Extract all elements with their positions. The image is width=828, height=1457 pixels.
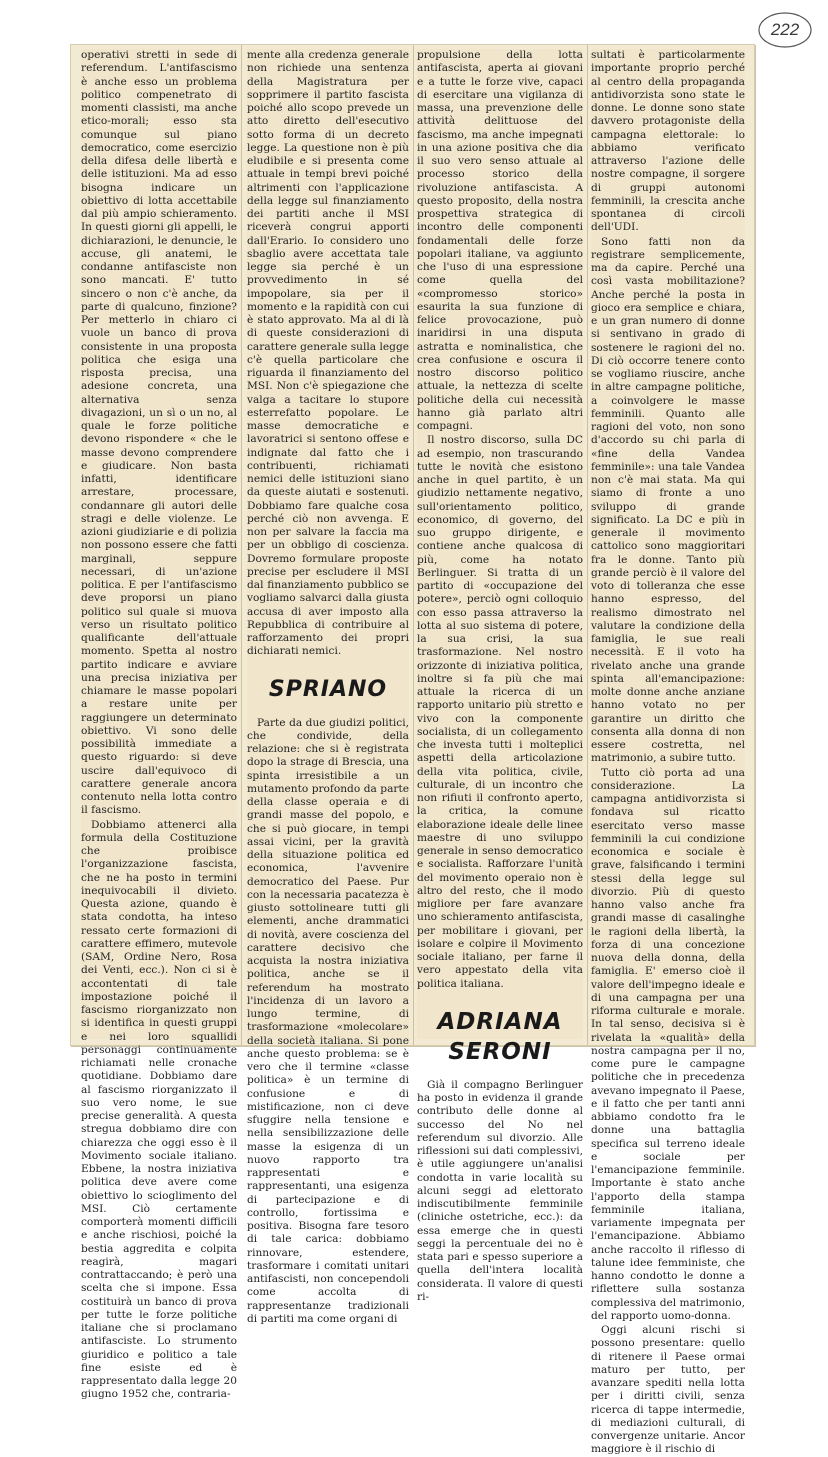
paragraph: Parte da due giudizi politici, che condivide, della relazione: che si è registrata dopo la strage di Brescia, una spinta irresistibile a un mutamento profondo da parte della classe operaia e di grandi masse del popolo, e che si può giocare, in tempi assai vicini, per la gravità della situazione politica ed economica, l'avvenire democratico del Paese. Pur con la necessaria pacatezza è giusto sottolineare tutti gli elementi, anche drammatici di novità, avere coscienza del carattere decisivo che acquista la nostra iniziativa politica, anche se il referendum ha mostrato l'incidenza di un lavoro a lungo termine, di trasformazione «molecolare» della società italiana. Si pone anche questo problema: se è vero che il termine «classe politica» è un termine di confusione e di mistificazione, non ci deve sfuggire nella tensione e nella sensibilizzazione delle masse la esigenza di un nuovo rapporto tra rappresentati e rappresentanti, una esigenza di partecipazione e di controllo, fortissima e positiva. Bisogna fare tesoro di tale carica: dobbiamo rinnovare, estendere, trasformare i comitati unitari antifascisti, non concependoli come accolta di rappresentanze tradizionali di partiti ma come organi di	[247, 716, 409, 1325]
paragraph: Dobbiamo attenerci alla formula della Costituzione che proibisce l'organizzazione fascista, che ne ha posto in termini inequivocabili il divieto. Questa azione, quando è stata condotta, ha inteso ressato certe formazioni di carattere effimero, mutevole (SAM, Ordine Nero, Rosa dei Venti, ecc.). Non ci si è accontentati di tale impostazione poiché il fascismo riorganizzato non si identifica in questi gruppi e nei loro squallidi personaggi continuamente richiamati nelle cronache quotidiane. Dobbiamo dare al fascismo riorganizzato il suo vero nome, le sue precise generalità. A questa stregua dobbiamo dire con chiarezza che oggi esso è il Movimento sociale italiano. Ebbene, la nostra iniziativa politica deve avere come obiettivo lo scioglimento del MSI. Ciò certamente comporterà momenti difficili e anche rischiosi, poiché la bestia aggredita e colpita reagirà, magari contrattaccando; è però una scelta che si impone. Essa costituirà un banco di prova per tutte le forze politiche italiane che si proclamano antifasciste. Lo strumento giuridico e politico a tale fine esiste ed è rappresentato dalla legge 20 giugno 1952 che, contraria-	[81, 818, 237, 1401]
column-seam	[241, 45, 242, 1045]
paragraph: Il nostro discorso, sulla DC ad esempio, non trascurando tutte le novità che esistono anche in quel partito, è un giudizio nettamente negativo, sull'orientamento politico, economico, di governo, del suo gruppo dirigente, e contiene anche qualcosa di più, come ha notato Berlinguer. Si tratta di un partito di «occupazione del potere», perciò ogni colloquio con esso passa attraverso la lotta al suo sistema di potere, la sua crisi, la sua trasformazione. Nel nostro orizzonte di iniziativa politica, inoltre si fa più che mai attuale la ricerca di un rapporto unitario più stretto e vivo con la componente socialista, di un collegamento che investa tutti i molteplici aspetti della articolazione della vita politica, civile, culturale, di un incontro che non rifiuti il confronto aperto, la critica, la comune elaborazione ideale delle linee maestre di uno sviluppo generale in senso democratico e socialista. Rafforzare l'unità del movimento operaio non è altro del resto, che il modo migliore per fare avanzare uno schieramento antifascista, per mobilitare i giovani, per isolare e colpire il Movimento sociale italiano, per farne il vero appestato della vita politica italiana.	[417, 434, 583, 990]
page-number: 222	[770, 20, 800, 39]
article-column-4	[591, 49, 745, 1456]
paragraph: propulsione della lotta antifascista, aperta ai giovani e a tutte le forze vive, capaci di esercitare una vigilanza di massa, una prevenzione delle attività delittuose del fascismo, ma anche impegnati in una azione positiva che dia il suo vero senso attuale al processo storico della rivoluzione antifascista. A questo proposito, della nostra prospettiva strategica di incontro delle componenti fondamentali delle forze popolari italiane, va aggiunto che l'uso di una espressione come quella del «compromesso storico» esaurita la sua funzione di felice provocazione, può inaridirsi in una disputa astratta e nominalistica, che crea confusione e oscura il nostro discorso politico attuale, la nettezza di scelte politiche della cui necessità hanno già parlato altri compagni.	[417, 49, 583, 432]
paragraph: Già il compagno Berlinguer ha posto in evidenza il grande contributo delle donne al successo del No nel referendum sul divorzio. Alle riflessioni sui dati complessivi, è utile aggiungere un'analisi condotta in varie località su alcuni seggi ad elettorato indiscutibilmente femminile (cliniche ostetriche, ecc.): da essa emerge che in questi seggi la percentuale dei no è stata pari e spesso superiore a quella dell'intera località considerata. Il valore di questi ri-	[417, 1078, 583, 1303]
article-column-2	[247, 49, 409, 1325]
column-seam	[587, 45, 588, 1045]
paragraph: mente alla credenza generale non richiede una sentenza della Magistratura per sopprimere il partito fascista poiché allo scopo prevede un atto diretto dell'esecutivo sotto forma di un decreto legge. La questione non è più eludibile e si presenta come attuale in tempi brevi poiché altrimenti con l'applicazione della legge sul finanziamento dei partiti anche il MSI riceverà congrui apporti dall'Erario. Io considero uno sbaglio avere accettata tale legge sia perché è un provvedimento in sé impopolare, sia per il momento e la rapidità con cui è stato approvato. Ma al di là di queste considerazioni di carattere generale sulla legge c'è quella particolare che riguarda il finanziamento del MSI. Non c'è spiegazione che valga a tacitare lo stupore esterrefatto popolare. Le masse democratiche e lavoratrici si sentono offese e indignate dal fatto che i contribuenti, richiamati nemici delle istituzioni siano da queste aiutati e sostenuti. Dobbiamo fare qualche cosa perché ciò non avvenga. E non per salvare la faccia ma per un obbligo di coscienza. Dovremo formulare proposte precise per escludere il MSI dal finanziamento pubblico se vogliamo salvarci dalla giusta accusa di aver imposto alla Repubblica di contribuire al rafforzamento dei propri dichiarati nemici.	[247, 49, 409, 658]
paragraph: Sono fatti non da registrare semplicemente, ma da capire. Perché una così vasta mobilitazione? Anche perché la posta in gioco era semplice e chiara, e un gran numero di donne si sentivano in grado di sostenere le ragioni del no. Di ciò occorre tenere conto se vogliamo riuscire, anche in altre campagne politiche, a coinvolgere le masse femminili. Quanto alle ragioni del voto, non sono d'accordo su chi parla di «fine della Vandea femminile»: una tale Vandea non c'è mai stata. Ma qui siamo di fronte a uno sviluppo di grande significato. La DC e più in generale il movimento cattolico sono maggioritari fra le donne. Tanto più grande perciò è il valore del voto di tolleranza che esse hanno espresso, del realismo dimostrato nel valutare la condizione della famiglia, le sue reali necessità. E il voto ha rivelato anche una grande spinta all'emancipazione: molte donne anche anziane hanno votato no per garantire un diritto che consenta alla donna di non essere costretta, nel matrimonio, a subire tutto.	[591, 235, 745, 765]
speaker-heading: SPRIANO	[268, 676, 388, 702]
paragraph: operativi stretti in sede di referendum. L'antifascismo è anche esso un problema politico compenetrato di momenti classisti, ma anche etico-morali; esso sta comunque sul piano democratico, come esercizio della difesa delle libertà e delle istituzioni. Ma ad esso bisogna indicare un obiettivo di lotta accettabile dal più ampio schieramento. In questi giorni gli appelli, le dichiarazioni, le denuncie, le accuse, gli anatemi, le condanne antifasciste non sono mancati. E' tutto sincero o non c'è anche, da parte di qualcuno, finzione? Per metterlo in chiaro ci vuole un banco di prova consistente in una proposta politica che esiga una risposta precisa, una adesione concreta, una alternativa senza divagazioni, un sì o un no, al quale le forze politiche devono rispondere « che le masse devono comprendere e giudicare. Non basta infatti, identificare arrestare, processare, condannare gli autori delle stragi e delle violenze. Le azioni giudiziarie e di polizia non possono essere che fatti marginali, seppure necessari, di un'azione politica. E per l'antifascismo deve proporsi un piano politico sul quale si muova verso un risultato politico qualificante dell'attuale momento. Spetta al nostro partito indicare e avviare una precisa iniziativa per chiamare le masse popolari a restare unite per raggiungere un determinato obiettivo. Vi sono delle possibilità immediate a questo riguardo: si deve uscire dall'equivoco di carattere generale ancora contenuto nella lotta contro il fascismo.	[81, 49, 237, 817]
article-column-3	[417, 49, 583, 1303]
paragraph: Oggi alcuni rischi si possono presentare: quello di ritenere il Paese ormai maturo per tutto, per avanzare spediti nella lotta per i diritti civili, senza ricerca di tappe intermedie, di mediazioni culturali, di convergenze unitarie. Ancor maggiore è il rischio di	[591, 1324, 745, 1456]
speaker-heading: ADRIANA SERONI	[437, 1008, 563, 1065]
column-seam	[413, 45, 414, 1045]
paragraph: sultati è particolarmente importante proprio perché al centro della propaganda antidivorzista sono state le donne. Le donne sono state davvero protagoniste della campagna elettorale: lo abbiamo verificato attraverso l'azione delle nostre compagne, il sorgere di gruppi autonomi femminili, la crescita anche spontanea di circoli dell'UDI.	[591, 49, 745, 234]
page-number-annotation	[756, 10, 814, 50]
article-column-1	[81, 49, 237, 1401]
newspaper-clipping	[70, 44, 755, 1456]
paragraph: Tutto ciò porta ad una considerazione. La campagna antidivorzista si fondava sul ricatto esercitato verso masse femminili la cui condizione economica e sociale è grave, falsificando i termini stessi della legge sul divorzio. Più di questo hanno valso anche fra grandi masse di casalinghe le ragioni della libertà, la forza di una concezione nuova della donna, della famiglia. E' emerso cioè il valore dell'impegno ideale e di una campagna per una riforma culturale e morale. In tal senso, decisiva si è rivelata la «qualità» della nostra campagna per il no, come pure le campagne politiche che in precedenza avevano impegnato il Paese, e il fatto che per tanti anni abbiamo condotto fra le donne una battaglia specifica sul terreno ideale e sociale per l'emancipazione femminile. Importante è stato anche l'apporto della stampa femminile italiana, variamente impegnata per l'emancipazione. Abbiamo anche raccolto il riflesso di talune idee femministe, che hanno condotto le donne a riflettere sulla sostanza complessiva del matrimonio, del rapporto uomo-donna.	[591, 766, 745, 1322]
